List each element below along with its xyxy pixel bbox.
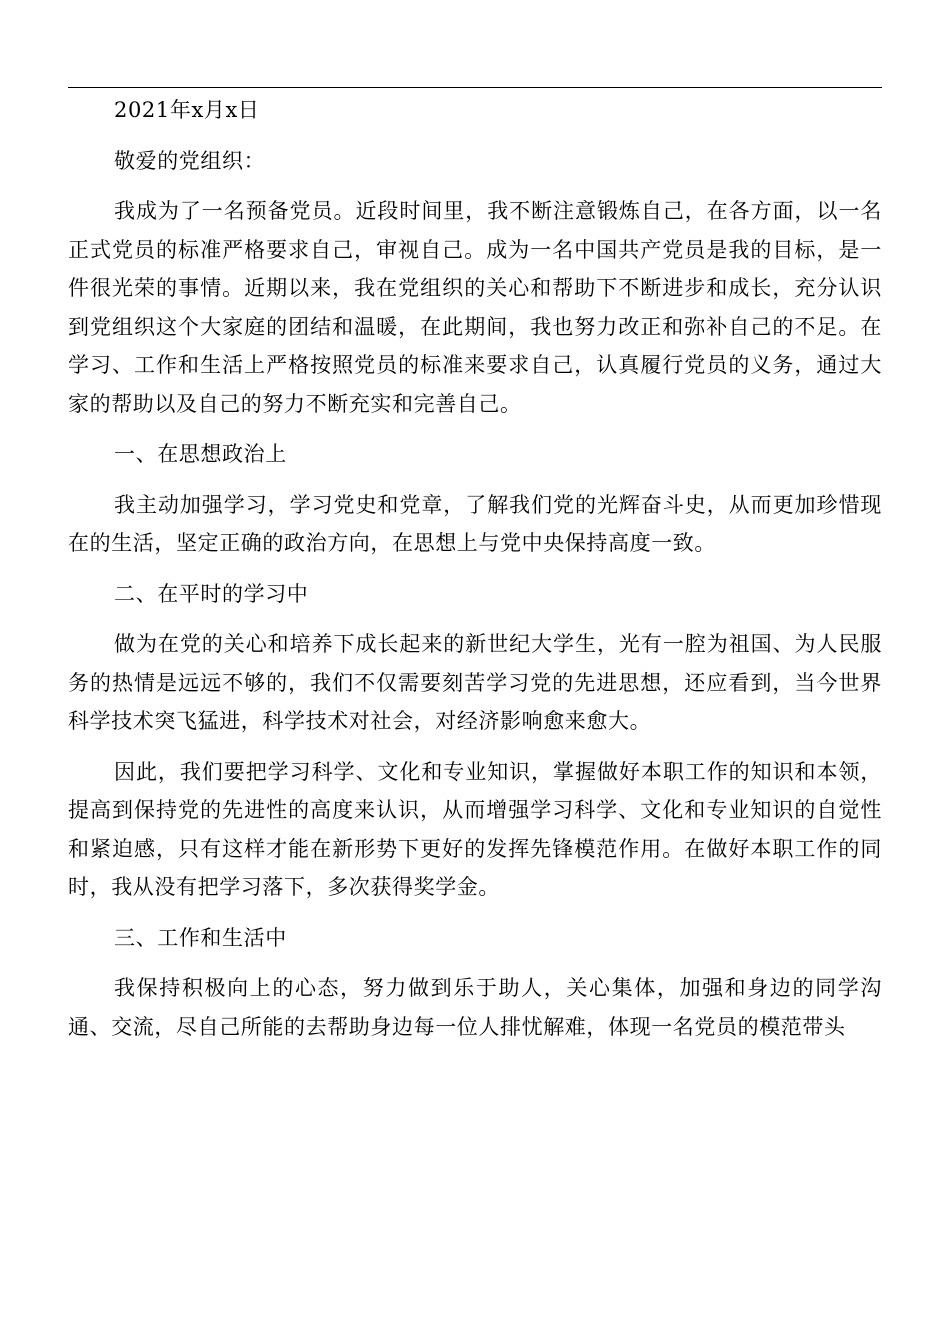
paragraph-intro: 我成为了一名预备党员。近段时间里，我不断注意锻炼自己，在各方面，以一名正式党员的标准严格要求自己，审视自己。成为一名中国共产党员是我的目标，是一件很光荣的事情。近期以来，我在党组织的关心和帮助下不断进步和成长，充分认识到党组织这个大家庭的团结和温暖，在此期间，我也努力改正和弥补自己的不足。在学习、工作和生活上严格按照党员的标准来要求自己，认真履行党员的义务，通过大家的帮助以及自己的努力不断充实和完善自己。	[68, 199, 882, 416]
paragraph-section-2b: 因此，我们要把学习科学、文化和专业知识，掌握做好本职工作的知识和本领，提高到保持党的先进性的高度来认识，从而增强学习科学、文化和专业知识的自觉性和紧迫感，只有这样才能在新形势下更好的发挥先锋模范作用。在做好本职工作的同时，我从没有把学习落下，多次获得奖学金。	[68, 759, 882, 899]
section-heading-3: 三、工作和生活中	[114, 925, 287, 950]
section-heading-1: 一、在思想政治上	[114, 442, 287, 466]
document-body	[68, 91, 882, 1058]
salutation: 敬爱的党组织：	[114, 148, 266, 173]
paragraph-section-2a: 做为在党的关心和培养下成长起来的新世纪大学生，光有一腔为祖国、为人民服务的热情是远远不够的，我们不仅需要刻苦学习党的先进思想，还应看到，当今世界科学技术突飞猛进，科学技术对社会，对经济影响愈来愈大。	[68, 632, 882, 733]
header-rule	[68, 87, 882, 88]
paragraph-section-1: 我主动加强学习，学习党史和党章，了解我们党的光辉奋斗史，从而更加珍惜现在的生活，坚定正确的政治方向，在思想上与党中央保持高度一致。	[68, 492, 882, 555]
paragraph-section-3: 我保持积极向上的心态，努力做到乐于助人，关心集体，加强和身边的同学沟通、交流，尽自己所能的去帮助身边每一位人排忧解难，体现一名党员的模范带头	[68, 976, 882, 1039]
date-line: 2021年x月x日	[114, 98, 260, 122]
section-heading-2: 二、在平时的学习中	[114, 581, 309, 606]
